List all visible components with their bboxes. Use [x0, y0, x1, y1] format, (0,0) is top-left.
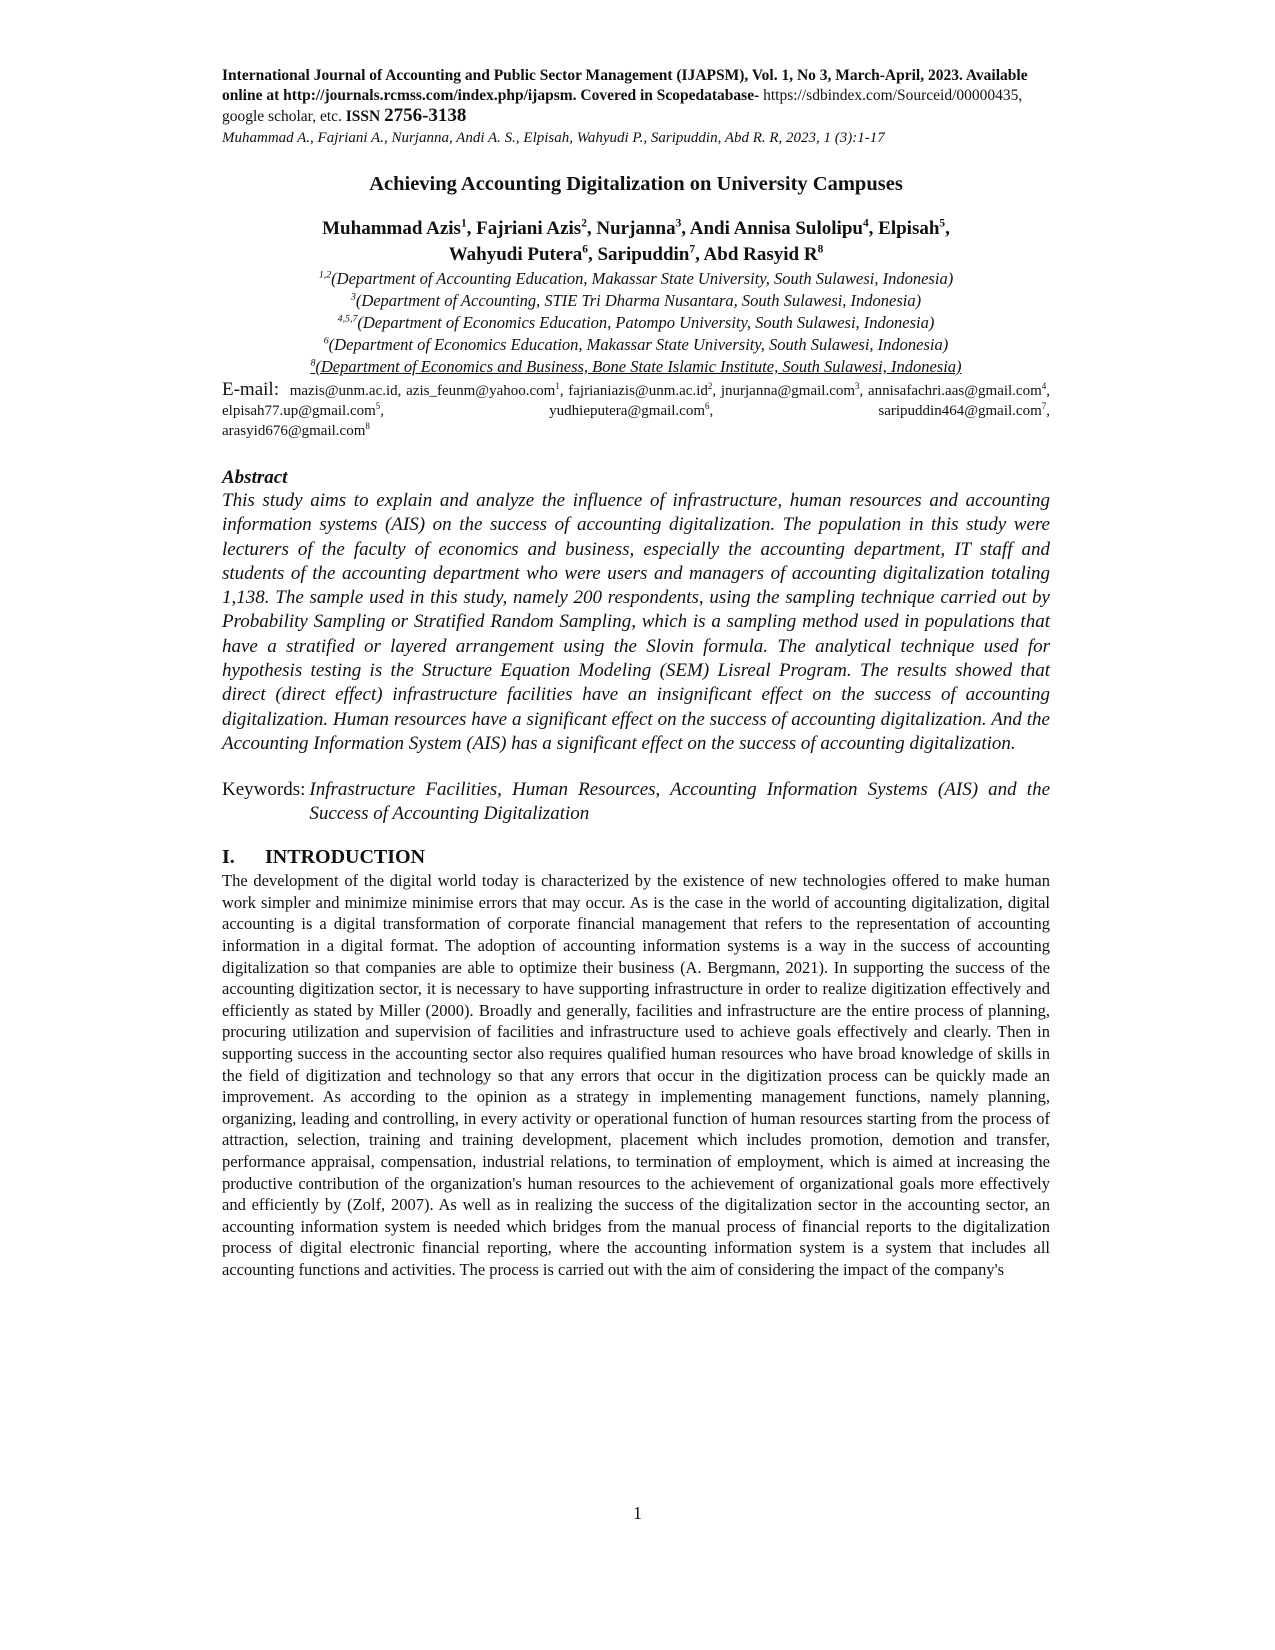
keywords-label: Keywords:: [222, 779, 306, 801]
abstract-text: This study aims to explain and analyze the influence of infrastructure, human resources and accounting information systems (AIS) on the success of accounting digitalization. The population in this study were lecturers of the faculty of economics and business, especially the accounting department, IT staff and students of the accounting department who were users and managers of accounting digitalization totaling 1,138. The sample used in this study, namely 200 respondents, using the sampling technique carried out by Probability Sampling or Stratified Random Sampling, which is a sampling method used in populations that have a stratified or layered arrangement using the Slovin formula. The analytical technique used for hypothesis testing is the Structure Equation Modeling (SEM) Lisreal Program. The results showed that direct (direct effect) infrastructure facilities have an insignificant effect on the success of accounting digitalization. Human resources have a significant effect on the success of accounting digitalization. And the Accounting Information System (AIS) has a significant effect on the success of accounting digitalization.: [222, 490, 1050, 754]
issn-value: 2756-3138: [384, 105, 467, 126]
section-number: I.: [222, 846, 235, 869]
author: Fajriani Azis$^2$: [476, 217, 587, 239]
email-address[interactable]: arasyid676@gmail.com$^8$: [222, 421, 370, 439]
author: Wahyudi Putera$^6$: [448, 243, 588, 265]
email-address[interactable]: annisafachri.aas@gmail.com$^4$,: [868, 381, 1051, 399]
author-list: Muhammad Azis$^1$, Fajriani Azis$^2$, Nurjanna$^3$, Andi Annisa Sulolipu$^4$, Elpisah$^5$, Wahyudi Putera$^6$, Saripuddin$^7$, Abd Rasyid $R^8$: [322, 217, 950, 265]
author: Nurjanna$^3$: [596, 217, 682, 239]
section-body: The development of the digital world today is characterized by the existence of new technologies offered to make human work simpler and minimize minimise errors that may occur. As is the case in the world of accounting digitalization, digital accounting is a digital transformation of corporate financial management that refers to the representation of accounting information in a digital format. The adoption of accounting information systems is a way in the success of accounting digitalization so that companies are able to optimize their business (A. Bergmann, 2021). In supporting the success of the accounting digitization sector, it is necessary to have supporting infrastructure in order to realize digitization effectively and efficiently as stated by Miller (2000). Broadly and generally, facilities and infrastructure are the entire process of planning, procuring utilization and supervision of facilities and infrastructure used to achieve goals effectively and clearly. Then in supporting success in the accounting sector also requires qualified human resources who have broad knowledge of skills in the field of digitization and technology so that any errors that occur in the digitization process can be quickly made an improvement. As according to the opinion as a strategy in implementing management functions, namely planning, organizing, leading and controlling, in every activity or operational function of human resources starting from the process of attraction, selection, training and training development, placement which includes promotion, demotion and transfer, performance appraisal, compensation, industrial relations, to termination of employment, which is aimed at increasing the productive contribution of the organization's human resources to the achievement of organizational goals more effectively and efficiently by (Zolf, 2007). As well as in realizing the success of the digitalization sector in the accounting sector, an accounting information system is needed which bridges from the manual process of financial reports to the digitalization process of digital electronic financial reporting, where the accounting information system is a system that includes all accounting functions and activities. The process is carried out with the aim of considering the impact of the company's: [222, 871, 1050, 1279]
author: Elpisah$^5$: [878, 217, 946, 239]
author: Saripuddin$^7$: [597, 243, 696, 265]
section-heading: [222, 846, 1050, 869]
email-address[interactable]: elpisah77.up@gmail.com$^5$,: [222, 401, 385, 419]
author: Muhammad Azis$^1$: [322, 217, 467, 239]
affiliation: $^8$(Department of Economics and Business, Bone State Islamic Institute, South Sulawesi, Indonesia): [310, 357, 962, 376]
email-address[interactable]: mazis@unm.ac.id,: [289, 383, 402, 399]
journal-header-index: https://sdbindex.com/Sourceid/00000435, google scholar, etc.: [222, 87, 1023, 125]
author: Abd Rasyid $R^8$: [703, 243, 824, 265]
issn-label: ISSN: [345, 108, 381, 125]
page-number: 1: [633, 1503, 642, 1523]
email-list: [222, 380, 1050, 441]
email-address[interactable]: saripuddin464@gmail.com$^7$,: [878, 401, 1050, 419]
email-label: E-mail:: [222, 379, 279, 400]
affiliation: $^6$(Department of Economics Education, Makassar State University, South Sulawesi, Indonesia): [323, 335, 949, 354]
keywords-text: Infrastructure Facilities, Human Resources, Accounting Information Systems (AIS) and the Success of Accounting Digitalization: [309, 779, 1050, 825]
keywords: [222, 778, 1050, 826]
journal-header-bold: International Journal of Accounting and Public Sector Management (IJAPSM), Vol. 1, No 3, March-April, 2023. Available online at http://journals.rcmss.com/index.php/ijapsm. Covered in Scopedatabase-: [222, 67, 1028, 104]
abstract-heading: Abstract: [222, 467, 288, 488]
paper-page: [222, 66, 1050, 1281]
journal-header: [222, 66, 1050, 127]
affiliation: $^3$(Department of Accounting, STIE Tri Dharma Nusantara, South Sulawesi, Indonesia): [350, 291, 922, 310]
paper-title: Achieving Accounting Digitalization on University Campuses: [369, 173, 903, 195]
email-address[interactable]: jnurjanna@gmail.com$^3$,: [720, 381, 864, 399]
affiliation-list: [222, 268, 1050, 378]
author: Andi Annisa Sulolipu$^4$: [689, 217, 869, 239]
affiliation: $^{1,2}$(Department of Accounting Education, Makassar State University, South Sulawesi, Indonesia): [318, 269, 954, 288]
affiliation: $^{4,5,7}$(Department of Economics Education, Patompo University, South Sulawesi, Indonesia): [337, 313, 935, 332]
section-title: INTRODUCTION: [265, 846, 426, 869]
email-address[interactable]: $fajrianiazis@unm.ac.id^2$,: [568, 381, 717, 399]
email-address[interactable]: yudhieputera@gmail.com$^6$,: [549, 401, 714, 419]
citation-line: Muhammad A., Fajriani A., Nurjanna, Andi A. S., Elpisah, Wahyudi P., Saripuddin, Abd R. R, 2023, 1 (3):1-17: [222, 130, 885, 146]
email-address[interactable]: azis_feunm@yahoo.com$^1$,: [406, 381, 564, 399]
